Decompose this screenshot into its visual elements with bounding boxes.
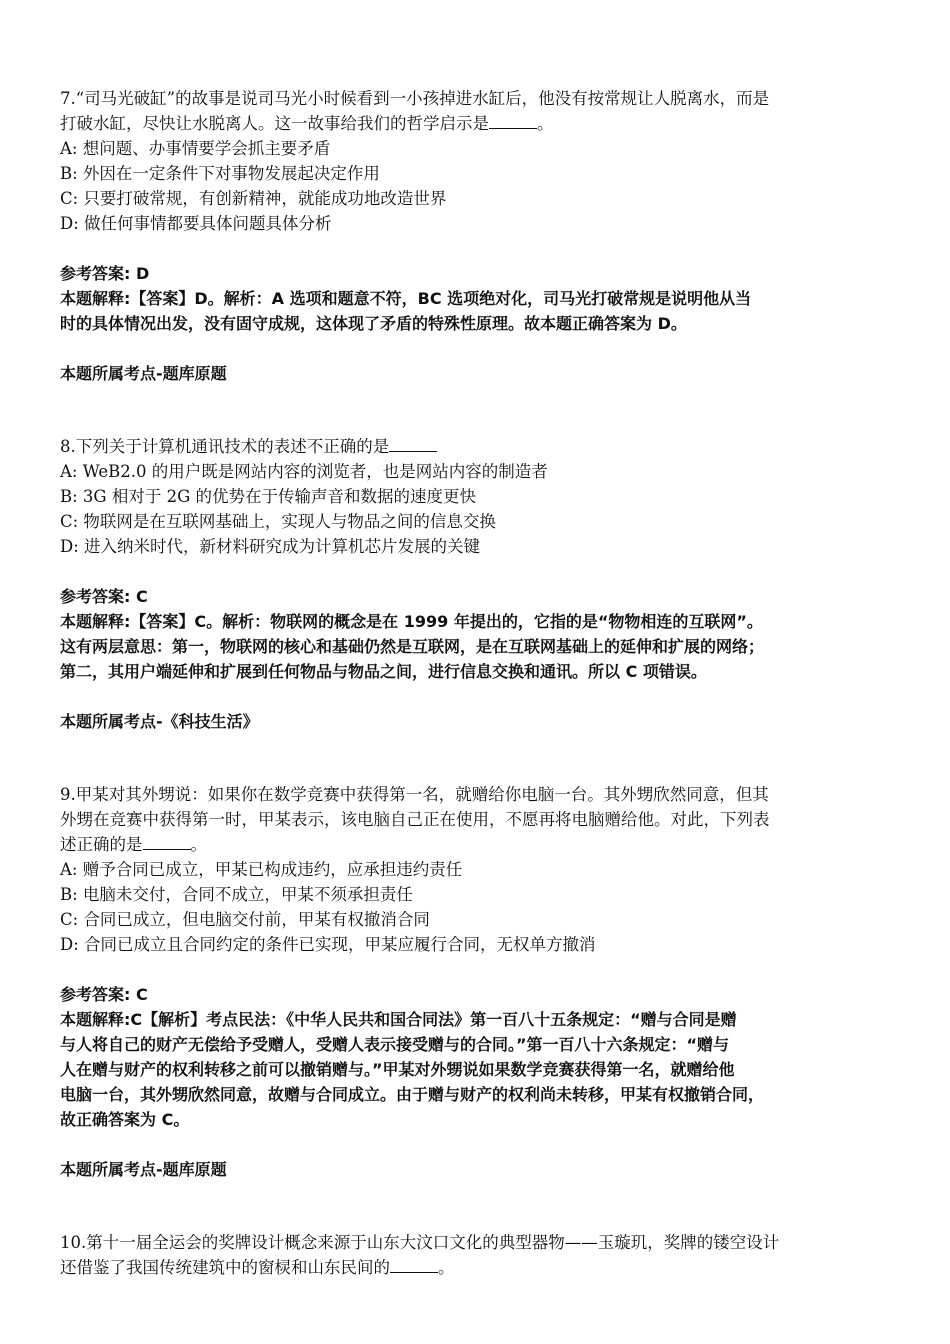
- explanation-line: 本题解释:【答案】C。解析：物联网的概念是在 1999 年提出的，它指的是“物物相连的互联网”。: [60, 612, 763, 631]
- reference-answer: 参考答案: C: [60, 587, 148, 606]
- explanation-line: 时的具体情况出发，没有固守成规，这体现了矛盾的特殊性原理。故本题正确答案为 D。: [60, 314, 687, 333]
- question-stem: 9.甲某对其外甥说：如果你在数学竞赛中获得第一名，就赠给你电脑一台。其外甥欣然同意，但其: [60, 785, 769, 804]
- question-stem: 10.第十一届全运会的奖牌设计概念来源于山东大汶口文化的典型器物——玉璇玑，奖牌的镂空设计: [60, 1233, 780, 1252]
- answer-blank: [143, 833, 191, 850]
- question-stem-tail: 。: [537, 114, 554, 133]
- explanation-line: 本题解释:【答案】D。解析：A 选项和题意不符，BC 选项绝对化，司马光打破常规是说明他从当: [60, 289, 752, 308]
- answer-blank: [389, 435, 437, 452]
- option-a: A: 赠予合同已成立，甲某已构成违约，应承担违约责任: [60, 860, 463, 879]
- reference-answer: 参考答案: D: [60, 264, 150, 283]
- question-stem-tail: 。: [190, 835, 207, 854]
- option-b: B: 电脑未交付，合同不成立，甲某不须承担责任: [60, 885, 413, 904]
- question-8: [60, 434, 900, 734]
- explanation-line: 与人将自己的财产无偿给予受赠人，受赠人表示接受赠与的合同。”第一百八十六条规定：“赠与: [60, 1035, 730, 1054]
- option-b: B: 外因在一定条件下对事物发展起决定作用: [60, 164, 380, 183]
- explanation-line: 本题解释:C【解析】考点民法：《中华人民共和国合同法》第一百八十五条规定：“赠与合同是赠: [60, 1010, 737, 1029]
- option-d: D: 做任何事情都要具体问题具体分析: [60, 214, 332, 233]
- option-a: A: 想问题、办事情要学会抓主要矛盾: [60, 139, 331, 158]
- explanation-line: 故正确答案为 C。: [60, 1110, 190, 1129]
- option-b: B: 3G 相对于 2G 的优势在于传输声音和数据的速度更快: [60, 487, 477, 506]
- explanation-line: 电脑一台，其外甥欣然同意，故赠与合同成立。由于赠与财产的权利尚未转移，甲某有权撤销合同，: [60, 1085, 765, 1104]
- question-stem: 外甥在竞赛中获得第一时，甲某表示，该电脑自己正在使用，不愿再将电脑赠给他。对此，下列表: [60, 810, 770, 829]
- answer-blank: [489, 112, 537, 129]
- option-c: C: 合同已成立，但电脑交付前，甲某有权撤消合同: [60, 910, 430, 929]
- option-c: C: 物联网是在互联网基础上，实现人与物品之间的信息交换: [60, 512, 496, 531]
- topic-label: 本题所属考点-《科技生活》: [60, 712, 259, 731]
- question-stem: [60, 1255, 900, 1280]
- question-stem-text: 打破水缸，尽快让水脱离人。这一故事给我们的哲学启示是: [60, 114, 489, 133]
- question-stem-text: 还借鉴了我国传统建筑中的窗棂和山东民间的: [60, 1258, 390, 1277]
- question-10: [60, 1230, 900, 1280]
- topic-label: 本题所属考点-题库原题: [60, 364, 227, 383]
- question-7: [60, 86, 900, 386]
- question-stem: 7.“司马光破缸”的故事是说司马光小时候看到一小孩掉进水缸后，他没有按常规让人脱离水，而是: [60, 89, 770, 108]
- question-9: [60, 782, 900, 1182]
- explanation-line: 第二，其用户端延伸和扩展到任何物品与物品之间，进行信息交换和通讯。所以 C 项错误。: [60, 662, 707, 681]
- question-stem: [60, 832, 900, 857]
- option-d: D: 合同已成立且合同约定的条件已实现，甲某应履行合同，无权单方撤消: [60, 935, 596, 954]
- option-a: A: WeB2.0 的用户既是网站内容的浏览者，也是网站内容的制造者: [60, 462, 548, 481]
- option-c: C: 只要打破常规，有创新精神，就能成功地改造世界: [60, 189, 447, 208]
- answer-blank: [390, 1256, 438, 1273]
- reference-answer: 参考答案: C: [60, 985, 148, 1004]
- topic-label: 本题所属考点-题库原题: [60, 1160, 227, 1179]
- question-stem-text: 8.下列关于计算机通讯技术的表述不正确的是: [60, 437, 390, 456]
- explanation-line: 人在赠与财产的权利转移之前可以撤销赠与。”甲某对外甥说如果数学竞赛获得第一名，就赠给他: [60, 1060, 735, 1079]
- document-page: [60, 86, 900, 1280]
- question-stem-text: 述正确的是: [60, 835, 143, 854]
- question-stem: [60, 434, 900, 459]
- question-stem-tail: 。: [438, 1258, 455, 1277]
- explanation-line: 这有两层意思：第一，物联网的核心和基础仍然是互联网，是在互联网基础上的延伸和扩展的网络；: [60, 637, 765, 656]
- question-stem: [60, 111, 900, 136]
- option-d: D: 进入纳米时代，新材料研究成为计算机芯片发展的关键: [60, 537, 481, 556]
